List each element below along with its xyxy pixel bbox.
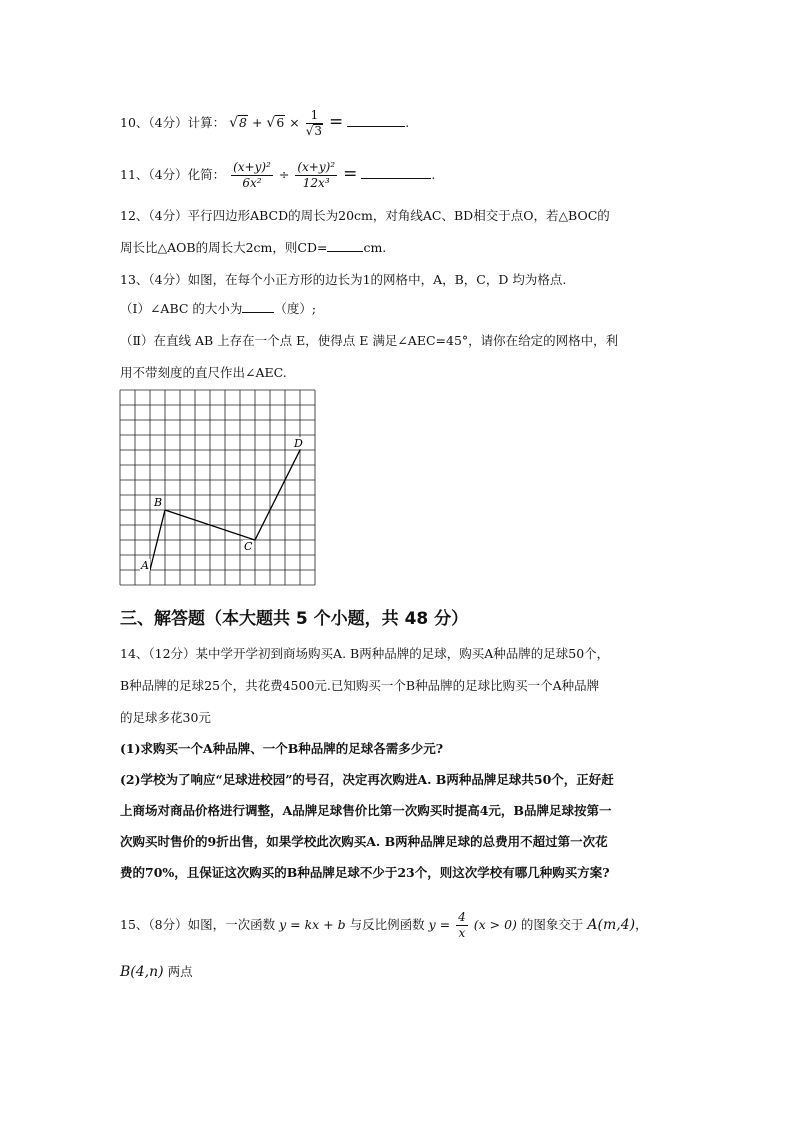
q13-part1-b: （度）; — [274, 301, 317, 316]
question-15-line-2 — [120, 962, 193, 982]
point-labels — [140, 437, 303, 572]
q15-condition: (x > 0) — [473, 917, 517, 932]
q15-frac-den: x — [458, 926, 466, 940]
q15-fraction — [456, 910, 468, 941]
answer-blank[interactable] — [327, 239, 363, 252]
question-13-part-2-line-2: 用不带刻度的直尺作出∠AEC. — [120, 365, 287, 380]
q11-num2: (x+y)² — [297, 160, 336, 174]
question-13-line-1: 13、（4分）如图，在每个小正方形的边长为1的网格中，A，B，C，D 均为格点. — [120, 272, 567, 287]
q15-prefix: 15、（8分）如图，一次函数 — [120, 917, 276, 932]
q15-point-b: B(4,n) — [120, 964, 164, 980]
q10-sqrt-a: 8 — [239, 115, 247, 130]
q11-num1: (x+y)² — [233, 160, 271, 174]
question-14-sub-1: (1)求购买一个A种品牌、一个B种品牌的足球各需多少元? — [120, 741, 444, 756]
q12-text-a: 周长比△AOB的周长大2cm，则CD= — [120, 240, 328, 255]
q15-tail-1: 的图象交于 — [520, 917, 584, 932]
question-13-part-2-line-1: （Ⅱ）在直线 AB 上存在一个点 E，使得点 E 满足∠AEC=45°，请你在给定的网格中，利 — [120, 333, 619, 348]
q10-sqrt-b: 6 — [276, 115, 285, 130]
answer-blank[interactable] — [361, 166, 431, 179]
period: . — [431, 167, 436, 182]
question-11 — [120, 160, 435, 191]
q15-mid: 与反比例函数 — [349, 917, 425, 932]
q11-prefix: 11、（4分）化简： — [120, 167, 226, 182]
question-14-line-1: 14、（12分）某中学开学初到商场购买A. B两种品牌的足球，购买A种品牌的足球50个， — [120, 646, 610, 661]
question-14-sub-2-line-3: 次购买时售价的9折出售，如果学校此次购买A. B两种品牌足球的总费用不超过第一次花 — [120, 834, 608, 849]
q15-linear-function: y = kx + b — [279, 917, 346, 932]
q10-frac-den-sqrt: 3 — [314, 124, 323, 138]
times-sign: × — [289, 115, 300, 130]
question-12-line-2 — [120, 238, 386, 258]
sqrt-symbol: √ — [229, 115, 239, 131]
question-10 — [120, 108, 409, 139]
q11-den2: 12x³ — [302, 176, 330, 190]
point-label-D: D — [294, 437, 303, 450]
question-15-line-1 — [120, 910, 648, 941]
divide-sign: ÷ — [278, 167, 290, 182]
period: . — [405, 115, 410, 130]
section-3-heading: 三、解答题（本大题共 5 个小题，共 48 分） — [120, 609, 469, 629]
q11-fraction-2 — [295, 160, 337, 191]
answer-blank[interactable] — [347, 114, 405, 127]
q13-part1-a: （Ⅰ）∠ABC 的大小为 — [120, 301, 243, 316]
plus-sign: + — [251, 115, 263, 130]
question-12-line-1: 12、（4分）平行四边形ABCD的周长为20cm，对角线AC、BD相交于点O，若△BOC的 — [120, 208, 610, 223]
question-14-line-2: B种品牌的足球25个，共花费4500元.已知购买一个B种品牌的足球比购买一个A种品牌 — [120, 678, 600, 693]
grid-figure — [118, 388, 323, 593]
question-13-part-1 — [120, 299, 316, 319]
answer-blank[interactable] — [242, 300, 274, 313]
q10-frac-den — [306, 124, 323, 139]
point-label-B: B — [154, 496, 163, 509]
q15-frac-num: 4 — [458, 910, 466, 924]
q11-den1: 6x² — [242, 176, 262, 190]
q15-tail-2: 两点 — [167, 964, 193, 979]
grid-lines — [120, 390, 315, 585]
question-14-sub-2-line-1: (2)学校为了响应“足球进校园”的号召，决定再次购进A. B两种品牌足球共50个，正好赶 — [120, 772, 614, 787]
equals-sign: = — [343, 164, 358, 184]
q10-frac-num: 1 — [306, 108, 323, 124]
sqrt-symbol: √ — [305, 124, 314, 138]
question-14-sub-2-line-2: 上商场对商品价格进行调整，A品牌足球售价比第一次购买时提高4元，B品牌足球按第一 — [120, 803, 612, 818]
q15-y-eq: y = — [428, 917, 451, 932]
point-label-C: C — [244, 540, 253, 553]
q15-comma: ， — [635, 917, 648, 932]
point-label-A: A — [141, 559, 149, 572]
question-14-line-3: 的足球多花30元 — [120, 710, 211, 725]
q12-text-b: cm. — [363, 240, 387, 255]
q11-fraction-1 — [231, 160, 273, 191]
q10-prefix: 10、（4分）计算： — [120, 115, 226, 130]
q15-point-a: A(m,4) — [587, 917, 636, 933]
equals-sign: = — [329, 112, 344, 132]
question-14-sub-2-line-4: 费的70%，且保证这次购买的B种品牌足球不少于23个，则这次学校有哪几种购买方案? — [120, 865, 610, 880]
sqrt-symbol: √ — [266, 115, 276, 131]
q10-fraction — [306, 108, 323, 139]
